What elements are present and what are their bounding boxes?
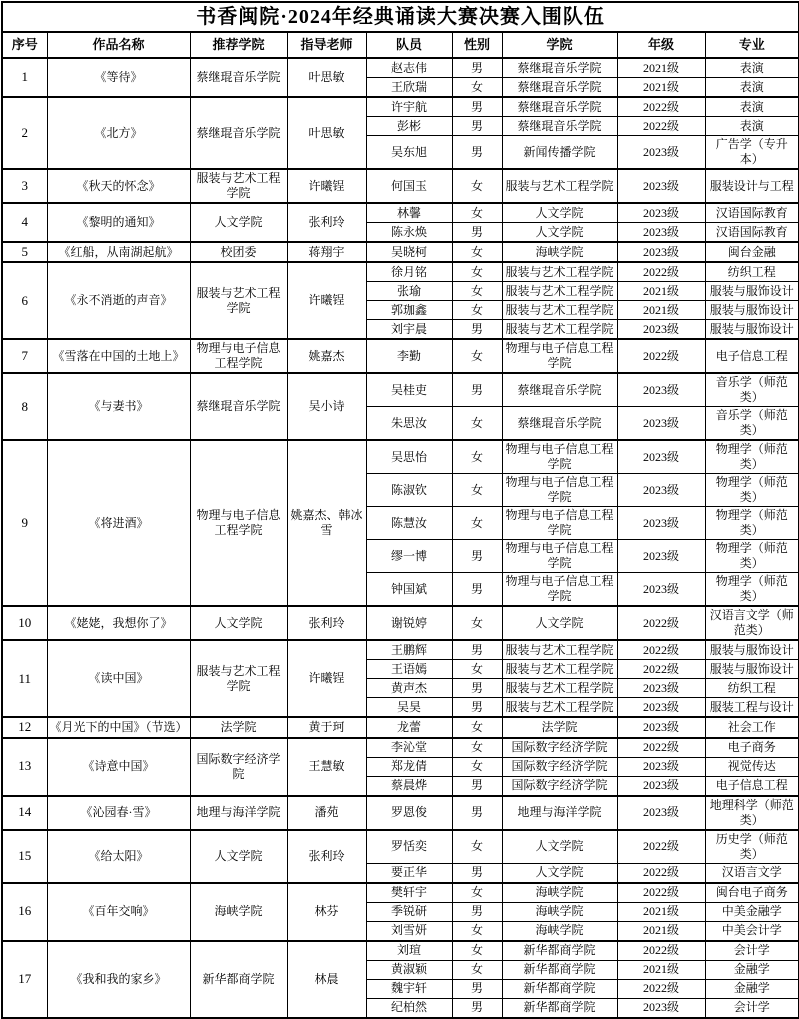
member-gender: 女 xyxy=(452,606,502,640)
member-major: 中美金融学 xyxy=(705,902,799,921)
member-grade: 2022级 xyxy=(617,979,705,998)
member-gender: 女 xyxy=(452,440,502,474)
work-title: 《等待》 xyxy=(47,58,190,97)
work-title: 《姥姥，我想你了》 xyxy=(47,606,190,640)
member-row xyxy=(2,339,799,373)
group-number: 1 xyxy=(2,58,47,97)
member-college: 服装与艺术工程学院 xyxy=(502,301,617,320)
work-title: 《永不消逝的声音》 xyxy=(47,262,190,339)
member-grade: 2021级 xyxy=(617,301,705,320)
advisor-name: 叶思敏 xyxy=(287,58,366,97)
advisor-name: 张利玲 xyxy=(287,606,366,640)
member-grade: 2022级 xyxy=(617,640,705,660)
member-name: 郭珈鑫 xyxy=(366,301,452,320)
advisor-name: 许曦锃 xyxy=(287,640,366,717)
member-grade: 2022级 xyxy=(617,863,705,883)
recommending-college: 新华都商学院 xyxy=(190,941,287,1018)
member-name: 钟国斌 xyxy=(366,573,452,607)
column-header-2: 作品名称 xyxy=(47,32,190,58)
member-gender: 男 xyxy=(452,573,502,607)
member-college: 人文学院 xyxy=(502,830,617,864)
member-row xyxy=(2,606,799,640)
member-name: 彭彬 xyxy=(366,117,452,136)
member-gender: 女 xyxy=(452,78,502,98)
column-header-5: 队员 xyxy=(366,32,452,58)
member-college: 物理与电子信息工程学院 xyxy=(502,339,617,373)
member-name: 罗恩俊 xyxy=(366,796,452,830)
member-gender: 男 xyxy=(452,320,502,340)
member-row xyxy=(2,242,799,262)
member-major: 视觉传达 xyxy=(705,757,799,776)
work-title: 《百年交响》 xyxy=(47,883,190,941)
member-name: 黄淑颖 xyxy=(366,960,452,979)
work-title: 《我和我的家乡》 xyxy=(47,941,190,1018)
member-name: 郑龙倩 xyxy=(366,757,452,776)
member-grade: 2021级 xyxy=(617,921,705,941)
member-college: 服装与艺术工程学院 xyxy=(502,698,617,718)
member-gender: 男 xyxy=(452,640,502,660)
member-row xyxy=(2,830,799,864)
member-grade: 2023级 xyxy=(617,223,705,243)
member-grade: 2021级 xyxy=(617,902,705,921)
recommending-college: 服装与艺术工程学院 xyxy=(190,262,287,339)
advisor-name: 蒋翔宇 xyxy=(287,242,366,262)
column-header-8: 年级 xyxy=(617,32,705,58)
member-gender: 男 xyxy=(452,540,502,573)
member-major: 物理学（师范类） xyxy=(705,540,799,573)
group-number: 8 xyxy=(2,373,47,440)
member-college: 人文学院 xyxy=(502,203,617,223)
member-major: 金融学 xyxy=(705,979,799,998)
group-number: 17 xyxy=(2,941,47,1018)
member-name: 吴东旭 xyxy=(366,136,452,170)
member-major: 服装与服饰设计 xyxy=(705,640,799,660)
member-gender: 男 xyxy=(452,776,502,796)
recommending-college: 蔡继琨音乐学院 xyxy=(190,97,287,169)
member-name: 王欣瑞 xyxy=(366,78,452,98)
recommending-college: 人文学院 xyxy=(190,830,287,883)
member-gender: 女 xyxy=(452,717,502,737)
member-name: 李勤 xyxy=(366,339,452,373)
member-row xyxy=(2,58,799,78)
member-gender: 男 xyxy=(452,136,502,170)
member-major: 汉语国际教育 xyxy=(705,203,799,223)
member-name: 刘雪妍 xyxy=(366,921,452,941)
member-name: 吴晓柯 xyxy=(366,242,452,262)
advisor-name: 许曦锃 xyxy=(287,169,366,203)
member-college: 物理与电子信息工程学院 xyxy=(502,507,617,540)
member-gender: 男 xyxy=(452,373,502,407)
member-gender: 女 xyxy=(452,203,502,223)
member-gender: 女 xyxy=(452,407,502,441)
member-grade: 2023级 xyxy=(617,440,705,474)
table-body xyxy=(2,58,799,1018)
recommending-college: 人文学院 xyxy=(190,203,287,242)
work-title: 《秋天的怀念》 xyxy=(47,169,190,203)
member-grade: 2023级 xyxy=(617,407,705,441)
member-grade: 2021级 xyxy=(617,282,705,301)
member-gender: 男 xyxy=(452,679,502,698)
member-grade: 2023级 xyxy=(617,796,705,830)
member-name: 吴昊 xyxy=(366,698,452,718)
member-gender: 女 xyxy=(452,169,502,203)
work-title: 《诗意中国》 xyxy=(47,738,190,796)
member-college: 蔡继琨音乐学院 xyxy=(502,373,617,407)
member-name: 陈淑钦 xyxy=(366,474,452,507)
member-major: 物理学（师范类） xyxy=(705,507,799,540)
group-number: 14 xyxy=(2,796,47,830)
member-gender: 女 xyxy=(452,921,502,941)
member-major: 汉语言文学 xyxy=(705,863,799,883)
member-major: 服装与服饰设计 xyxy=(705,282,799,301)
member-gender: 女 xyxy=(452,282,502,301)
member-grade: 2023级 xyxy=(617,698,705,718)
member-grade: 2023级 xyxy=(617,474,705,507)
member-college: 服装与艺术工程学院 xyxy=(502,262,617,282)
member-major: 服装设计与工程 xyxy=(705,169,799,203)
member-major: 电子信息工程 xyxy=(705,339,799,373)
member-gender: 女 xyxy=(452,830,502,864)
advisor-name: 张利玲 xyxy=(287,830,366,883)
member-gender: 女 xyxy=(452,339,502,373)
advisor-name: 潘苑 xyxy=(287,796,366,830)
member-grade: 2023级 xyxy=(617,320,705,340)
member-college: 海峡学院 xyxy=(502,921,617,941)
member-grade: 2023级 xyxy=(617,679,705,698)
work-title: 《红船，从南湖起航》 xyxy=(47,242,190,262)
member-major: 汉语言文学（师范类） xyxy=(705,606,799,640)
member-row xyxy=(2,738,799,758)
work-title: 《与妻书》 xyxy=(47,373,190,440)
member-major: 表演 xyxy=(705,117,799,136)
member-major: 音乐学（师范类） xyxy=(705,407,799,441)
member-major: 会计学 xyxy=(705,998,799,1018)
group-number: 12 xyxy=(2,717,47,737)
member-grade: 2022级 xyxy=(617,606,705,640)
advisor-name: 王慧敏 xyxy=(287,738,366,796)
member-major: 社会工作 xyxy=(705,717,799,737)
group-number: 7 xyxy=(2,339,47,373)
member-grade: 2022级 xyxy=(617,738,705,758)
member-name: 王鹏辉 xyxy=(366,640,452,660)
recommending-college: 服装与艺术工程学院 xyxy=(190,169,287,203)
member-row xyxy=(2,169,799,203)
group-number: 5 xyxy=(2,242,47,262)
member-gender: 女 xyxy=(452,474,502,507)
member-grade: 2023级 xyxy=(617,169,705,203)
member-college: 蔡继琨音乐学院 xyxy=(502,407,617,441)
member-major: 纺织工程 xyxy=(705,679,799,698)
member-college: 海峡学院 xyxy=(502,883,617,903)
group-number: 6 xyxy=(2,262,47,339)
recommending-college: 蔡继琨音乐学院 xyxy=(190,58,287,97)
recommending-college: 物理与电子信息工程学院 xyxy=(190,339,287,373)
advisor-name: 姚嘉杰 xyxy=(287,339,366,373)
member-major: 表演 xyxy=(705,78,799,98)
member-major: 中美会计学 xyxy=(705,921,799,941)
member-row xyxy=(2,440,799,474)
member-row xyxy=(2,203,799,223)
member-college: 蔡继琨音乐学院 xyxy=(502,117,617,136)
member-college: 新华都商学院 xyxy=(502,998,617,1018)
member-major: 历史学（师范类） xyxy=(705,830,799,864)
member-grade: 2023级 xyxy=(617,203,705,223)
recommending-college: 校团委 xyxy=(190,242,287,262)
member-grade: 2023级 xyxy=(617,998,705,1018)
member-college: 物理与电子信息工程学院 xyxy=(502,540,617,573)
member-grade: 2022级 xyxy=(617,339,705,373)
member-college: 新闻传播学院 xyxy=(502,136,617,170)
page-title: 书香闽院·2024年经典诵读大赛决赛入围队伍 xyxy=(2,2,799,32)
member-gender: 女 xyxy=(452,660,502,679)
recommending-college: 蔡继琨音乐学院 xyxy=(190,373,287,440)
member-name: 魏宇轩 xyxy=(366,979,452,998)
member-row xyxy=(2,796,799,830)
group-number: 16 xyxy=(2,883,47,941)
member-major: 金融学 xyxy=(705,960,799,979)
member-gender: 男 xyxy=(452,998,502,1018)
member-grade: 2021级 xyxy=(617,58,705,78)
advisor-name: 张利玲 xyxy=(287,203,366,242)
recommending-college: 海峡学院 xyxy=(190,883,287,941)
member-name: 缪一博 xyxy=(366,540,452,573)
member-major: 物理学（师范类） xyxy=(705,440,799,474)
group-number: 13 xyxy=(2,738,47,796)
member-name: 谢锐婷 xyxy=(366,606,452,640)
member-major: 地理科学（师范类） xyxy=(705,796,799,830)
member-name: 林馨 xyxy=(366,203,452,223)
member-name: 黄声杰 xyxy=(366,679,452,698)
member-major: 音乐学（师范类） xyxy=(705,373,799,407)
advisor-name: 林晨 xyxy=(287,941,366,1018)
advisor-name: 黄于珂 xyxy=(287,717,366,737)
member-major: 物理学（师范类） xyxy=(705,474,799,507)
member-gender: 男 xyxy=(452,796,502,830)
member-college: 国际数字经济学院 xyxy=(502,738,617,758)
recommending-college: 地理与海洋学院 xyxy=(190,796,287,830)
member-grade: 2022级 xyxy=(617,660,705,679)
member-grade: 2023级 xyxy=(617,717,705,737)
column-header-7: 学院 xyxy=(502,32,617,58)
member-college: 人文学院 xyxy=(502,223,617,243)
member-name: 蔡晨烨 xyxy=(366,776,452,796)
member-name: 何国玉 xyxy=(366,169,452,203)
member-name: 许宇航 xyxy=(366,97,452,117)
member-major: 电子商务 xyxy=(705,738,799,758)
member-college: 服装与艺术工程学院 xyxy=(502,320,617,340)
member-major: 服装与服饰设计 xyxy=(705,301,799,320)
member-name: 陈永焕 xyxy=(366,223,452,243)
advisor-name: 许曦锃 xyxy=(287,262,366,339)
member-grade: 2022级 xyxy=(617,117,705,136)
member-grade: 2023级 xyxy=(617,242,705,262)
member-row xyxy=(2,717,799,737)
member-college: 服装与艺术工程学院 xyxy=(502,640,617,660)
member-row xyxy=(2,262,799,282)
group-number: 9 xyxy=(2,440,47,606)
member-gender: 男 xyxy=(452,97,502,117)
member-gender: 男 xyxy=(452,223,502,243)
member-gender: 女 xyxy=(452,941,502,961)
member-grade: 2022级 xyxy=(617,262,705,282)
member-college: 蔡继琨音乐学院 xyxy=(502,97,617,117)
member-major: 汉语国际教育 xyxy=(705,223,799,243)
member-gender: 女 xyxy=(452,301,502,320)
member-name: 刘宇晨 xyxy=(366,320,452,340)
recommending-college: 法学院 xyxy=(190,717,287,737)
member-college: 服装与艺术工程学院 xyxy=(502,660,617,679)
member-grade: 2022级 xyxy=(617,830,705,864)
member-grade: 2023级 xyxy=(617,540,705,573)
work-title: 《北方》 xyxy=(47,97,190,169)
member-name: 樊轩宇 xyxy=(366,883,452,903)
member-college: 服装与艺术工程学院 xyxy=(502,679,617,698)
member-grade: 2023级 xyxy=(617,373,705,407)
member-major: 闽台金融 xyxy=(705,242,799,262)
group-number: 15 xyxy=(2,830,47,883)
member-name: 王语嫣 xyxy=(366,660,452,679)
finalists-table xyxy=(1,1,799,1019)
member-grade: 2021级 xyxy=(617,960,705,979)
member-gender: 男 xyxy=(452,117,502,136)
member-major: 会计学 xyxy=(705,941,799,961)
member-gender: 男 xyxy=(452,58,502,78)
column-header-3: 推荐学院 xyxy=(190,32,287,58)
member-major: 闽台电子商务 xyxy=(705,883,799,903)
member-name: 朱思汝 xyxy=(366,407,452,441)
member-major: 表演 xyxy=(705,97,799,117)
member-college: 新华都商学院 xyxy=(502,960,617,979)
recommending-college: 国际数字经济学院 xyxy=(190,738,287,796)
member-major: 表演 xyxy=(705,58,799,78)
work-title: 《沁园春·雪》 xyxy=(47,796,190,830)
member-row xyxy=(2,640,799,660)
member-grade: 2023级 xyxy=(617,573,705,607)
group-number: 4 xyxy=(2,203,47,242)
member-college: 蔡继琨音乐学院 xyxy=(502,78,617,98)
member-gender: 女 xyxy=(452,507,502,540)
member-gender: 男 xyxy=(452,863,502,883)
member-college: 服装与艺术工程学院 xyxy=(502,282,617,301)
group-number: 3 xyxy=(2,169,47,203)
member-gender: 女 xyxy=(452,738,502,758)
member-grade: 2021级 xyxy=(617,78,705,98)
member-college: 新华都商学院 xyxy=(502,979,617,998)
member-gender: 女 xyxy=(452,242,502,262)
member-row xyxy=(2,883,799,903)
member-major: 服装与服饰设计 xyxy=(705,320,799,340)
advisor-name: 姚嘉杰、韩冰雪 xyxy=(287,440,366,606)
member-gender: 男 xyxy=(452,902,502,921)
work-title: 《将进酒》 xyxy=(47,440,190,606)
member-college: 法学院 xyxy=(502,717,617,737)
member-college: 物理与电子信息工程学院 xyxy=(502,440,617,474)
work-title: 《雪落在中国的土地上》 xyxy=(47,339,190,373)
member-college: 海峡学院 xyxy=(502,242,617,262)
member-name: 陈慧汝 xyxy=(366,507,452,540)
recommending-college: 服装与艺术工程学院 xyxy=(190,640,287,717)
column-header-1: 序号 xyxy=(2,32,47,58)
advisor-name: 林芬 xyxy=(287,883,366,941)
member-grade: 2023级 xyxy=(617,507,705,540)
column-header-4: 指导老师 xyxy=(287,32,366,58)
member-name: 李沁堂 xyxy=(366,738,452,758)
member-name: 纪柏然 xyxy=(366,998,452,1018)
member-row xyxy=(2,941,799,961)
advisor-name: 叶思敏 xyxy=(287,97,366,169)
member-name: 张瑜 xyxy=(366,282,452,301)
column-header-9: 专业 xyxy=(705,32,799,58)
advisor-name: 吴小诗 xyxy=(287,373,366,440)
work-title: 《给太阳》 xyxy=(47,830,190,883)
member-major: 广告学（专升本） xyxy=(705,136,799,170)
member-gender: 男 xyxy=(452,698,502,718)
member-name: 罗恬奕 xyxy=(366,830,452,864)
work-title: 《黎明的通知》 xyxy=(47,203,190,242)
member-name: 龙蕾 xyxy=(366,717,452,737)
member-college: 地理与海洋学院 xyxy=(502,796,617,830)
member-college: 服装与艺术工程学院 xyxy=(502,169,617,203)
member-name: 吴思怡 xyxy=(366,440,452,474)
member-name: 赵志伟 xyxy=(366,58,452,78)
member-college: 人文学院 xyxy=(502,606,617,640)
member-gender: 女 xyxy=(452,262,502,282)
member-college: 蔡继琨音乐学院 xyxy=(502,58,617,78)
member-college: 物理与电子信息工程学院 xyxy=(502,573,617,607)
member-gender: 女 xyxy=(452,960,502,979)
member-gender: 女 xyxy=(452,757,502,776)
member-grade: 2022级 xyxy=(617,883,705,903)
member-row xyxy=(2,97,799,117)
member-name: 要正华 xyxy=(366,863,452,883)
column-header-6: 性别 xyxy=(452,32,502,58)
member-major: 纺织工程 xyxy=(705,262,799,282)
work-title: 《月光下的中国》（节选） xyxy=(47,717,190,737)
member-grade: 2023级 xyxy=(617,757,705,776)
member-grade: 2023级 xyxy=(617,136,705,170)
member-college: 人文学院 xyxy=(502,863,617,883)
member-major: 物理学（师范类） xyxy=(705,573,799,607)
member-college: 新华都商学院 xyxy=(502,941,617,961)
member-college: 国际数字经济学院 xyxy=(502,776,617,796)
group-number: 2 xyxy=(2,97,47,169)
group-number: 11 xyxy=(2,640,47,717)
member-major: 服装与服饰设计 xyxy=(705,660,799,679)
table-header-row xyxy=(2,32,799,58)
member-name: 吴桂吏 xyxy=(366,373,452,407)
member-college: 国际数字经济学院 xyxy=(502,757,617,776)
member-major: 服装工程与设计 xyxy=(705,698,799,718)
recommending-college: 人文学院 xyxy=(190,606,287,640)
member-row xyxy=(2,373,799,407)
work-title: 《读中国》 xyxy=(47,640,190,717)
member-college: 海峡学院 xyxy=(502,902,617,921)
member-gender: 女 xyxy=(452,883,502,903)
member-college: 物理与电子信息工程学院 xyxy=(502,474,617,507)
recommending-college: 物理与电子信息工程学院 xyxy=(190,440,287,606)
member-major: 电子信息工程 xyxy=(705,776,799,796)
member-name: 徐月铭 xyxy=(366,262,452,282)
title-row xyxy=(2,2,799,32)
member-gender: 男 xyxy=(452,979,502,998)
member-name: 季锐研 xyxy=(366,902,452,921)
group-number: 10 xyxy=(2,606,47,640)
member-grade: 2022级 xyxy=(617,941,705,961)
member-name: 刘瑄 xyxy=(366,941,452,961)
member-grade: 2022级 xyxy=(617,97,705,117)
member-grade: 2023级 xyxy=(617,776,705,796)
